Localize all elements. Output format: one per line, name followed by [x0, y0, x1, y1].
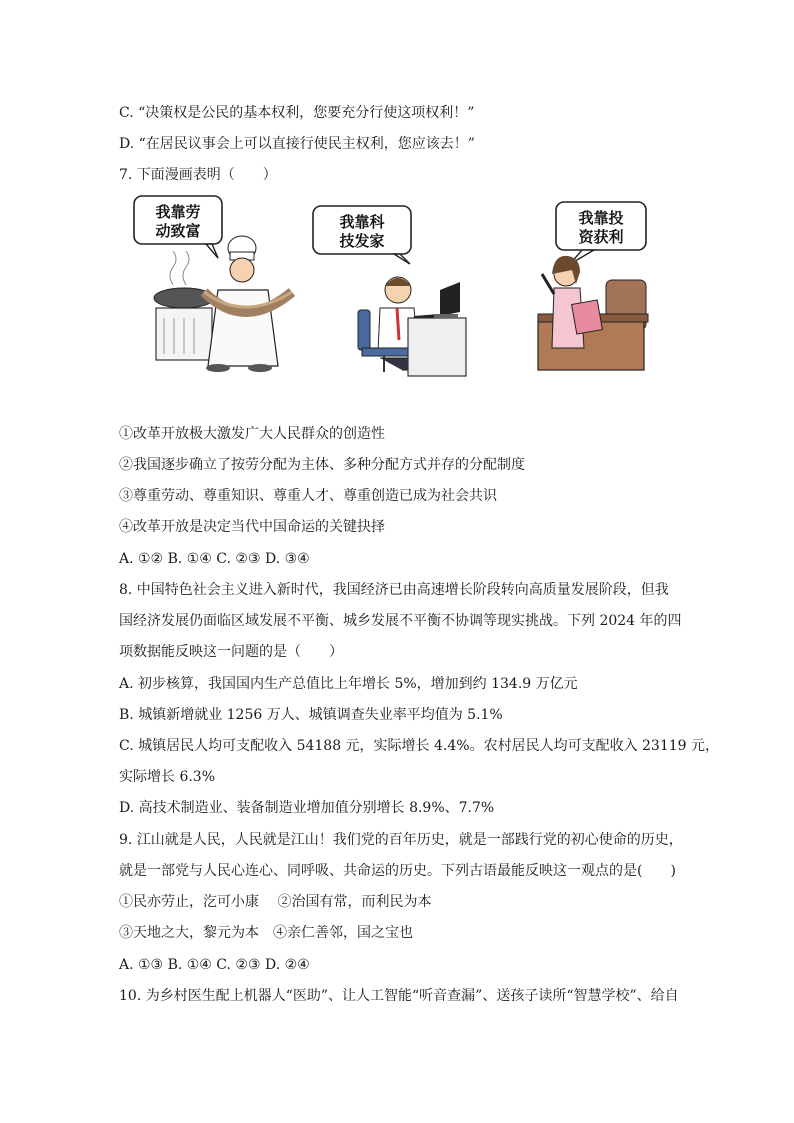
q8-stem-line3: 项数据能反映这一问题的是（ ） [119, 644, 343, 660]
q9-options: A. ①③ B. ①④ C. ②③ D. ②④ [119, 957, 310, 973]
bubble-tech-line2: 技发家 [339, 232, 385, 250]
q9-stem-line2: 就是一部党与人民心连心、同呼吸、共命运的历史。下列古语最能反映这一观点的是( ) [119, 863, 676, 879]
q6-option-d: D. “在居民议事会上可以直接行使民主权利，您应该去！” [119, 136, 475, 152]
bubble-chef-line1: 我靠劳 [155, 203, 201, 221]
q8-option-b: B. 城镇新增就业 1256 万人、城镇调查失业率平均值为 5.1% [119, 707, 503, 723]
q9-items-line1: ①民亦劳止，汔可小康 ②治国有常，而利民为本 [119, 894, 432, 910]
q7-item-4: ④改革开放是决定当代中国命运的关键抉择 [119, 519, 385, 535]
q7-stem: 7. 下面漫画表明（ ） [119, 167, 277, 183]
q6-option-c: C. “决策权是公民的基本权利，您要充分行使这项权利！” [119, 105, 475, 121]
q7-item-2: ②我国逐步确立了按劳分配为主体、多种分配方式并存的分配制度 [119, 457, 525, 473]
q8-stem-line2: 国经济发展仍面临区域发展不平衡、城乡发展不平衡不协调等现实挑战。下列 2024 年的四 [119, 613, 682, 629]
chef-figure [134, 196, 292, 372]
bubble-tech-line1: 我靠科 [339, 213, 385, 231]
q8-option-c-line1: C. 城镇居民人均可支配收入 54188 元，实际增长 4.4%。农村居民人均可支配收入 23119 元， [119, 738, 720, 754]
q9-items-line2: ③天地之大，黎元为本 ④亲仁善邻，国之宝也 [119, 925, 413, 941]
tech-figure [313, 206, 466, 376]
q7-item-1: ①改革开放极大激发广大人民群众的创造性 [119, 426, 385, 442]
q7-cartoon [118, 190, 678, 390]
q10-stem-line1: 10. 为乡村医生配上机器人“医助”、让人工智能“听音查漏”、送孩子读所“智慧学校”、给自 [119, 988, 679, 1004]
investor-figure [538, 202, 648, 370]
bubble-chef-line2: 动致富 [155, 222, 201, 240]
q8-option-c-line2: 实际增长 6.3% [119, 769, 216, 785]
bubble-invest-line1: 我靠投 [578, 209, 624, 227]
q8-option-a: A. 初步核算，我国国内生产总值比上年增长 5%，增加到约 134.9 万亿元 [119, 676, 578, 692]
bubble-invest-line2: 资获利 [578, 228, 624, 246]
q8-option-d: D. 高技术制造业、装备制造业增加值分别增长 8.9%、7.7% [119, 800, 495, 816]
q8-stem-line1: 8. 中国特色社会主义进入新时代，我国经济已由高速增长阶段转向高质量发展阶段，但我 [119, 582, 669, 598]
q9-stem-line1: 9. 江山就是人民，人民就是江山！我们党的百年历史，就是一部践行党的初心使命的历史， [119, 832, 683, 848]
q7-item-3: ③尊重劳动、尊重知识、尊重人才、尊重创造已成为社会共识 [119, 488, 497, 504]
q7-options: A. ①② B. ①④ C. ②③ D. ③④ [119, 551, 310, 567]
